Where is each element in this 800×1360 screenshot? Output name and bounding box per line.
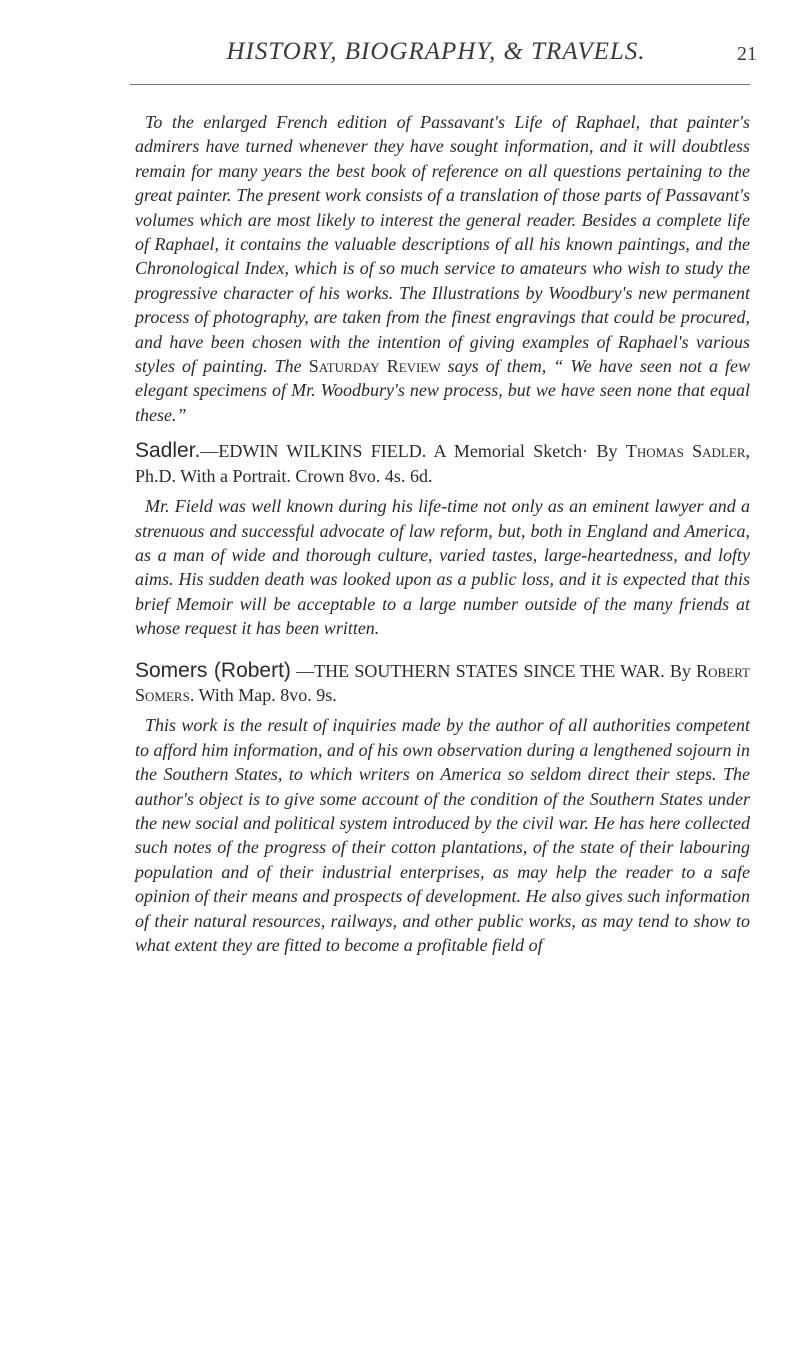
passavant-review-text: To the enlarged French edition of Passavant's Life of Raphael, that painter's admirers have turned whenever they have sought information, and it will doubtless remain for many years the best book of reference on all questions pertaining to the great painter. The present work consists of a translation of those parts of Passavant's volumes which are most likely to interest the general reader. Besides a complete life of Raphael, it contains the valuable descriptions of all his known paintings, and the Chronological Index, which is of so much service to amateurs who wish to study the progressive character of his works. The Illustrations by Woodbury's new permanent process of photography, are taken from the finest engravings that could be procured, and have been chosen with the intention of giving examples of Raphael's various styles of painting. The (135, 112, 750, 377)
header-rule (130, 84, 750, 85)
somers-details: . With Map. 8vo. 9s. (189, 684, 337, 705)
running-head (115, 38, 757, 78)
running-head-title: HISTORY, BIOGRAPHY, & TRAVELS. (226, 38, 646, 65)
sadler-details: , Ph.D. With a Portrait. Crown 8vo. 4s. 6d. (135, 441, 750, 486)
somers-by-name: Robert Somers (135, 660, 750, 705)
somers-review: This work is the result of inquiries made by the author of all authorities competent to afford him information, and of his own observation during a lengthened sojourn in the Southern States, to which writers on America so seldom direct their steps. The author's object is to give some account of the condition of the Southern States under the new social and political system introduced by the civil war. He has here collected such notes of the progress of their cotton plantations, of the state of their labouring population and of their industrial enterprises, as may help the reader to a safe opinion of their means and prospects of development. He also gives such information of their natural resources, railways, and other public works, as may tend to show to what extent they are fitted to become a profitable field of (135, 715, 750, 955)
passavant-review-quote: says of them, “ We have seen not a few elegant specimens of Mr. Woodbury's new process, but we have seen none that equal these.” (135, 356, 750, 425)
somers-author: Somers (Robert) (135, 658, 291, 682)
sadler-by-name: Thomas Sadler (625, 441, 746, 462)
sadler-author: Sadler. (135, 439, 201, 463)
page-number: 21 (737, 43, 757, 65)
saturday-review-name: Saturday Review (308, 356, 441, 377)
somers-entry-heading (135, 659, 750, 708)
page-content (135, 110, 750, 957)
sadler-entry-heading (135, 439, 750, 488)
somers-title: —THE SOUTHERN STATES SINCE THE WAR. By (290, 660, 697, 681)
sadler-title: —EDWIN WILKINS FIELD. A Memorial Sketch· By (200, 441, 626, 462)
sadler-review: Mr. Field was well known during his life-time not only as an eminent lawyer and a strenuous and successful advocate of law reform, but, both in England and America, as a man of wide and thorough culture, varied tastes, large-heartedness, and lofty aims. His sudden death was looked upon as a public loss, and it is expected that this brief Memoir will be acceptable to a large number outside of the many friends at whose request it has been written. (135, 496, 750, 639)
passavant-review (135, 110, 750, 427)
